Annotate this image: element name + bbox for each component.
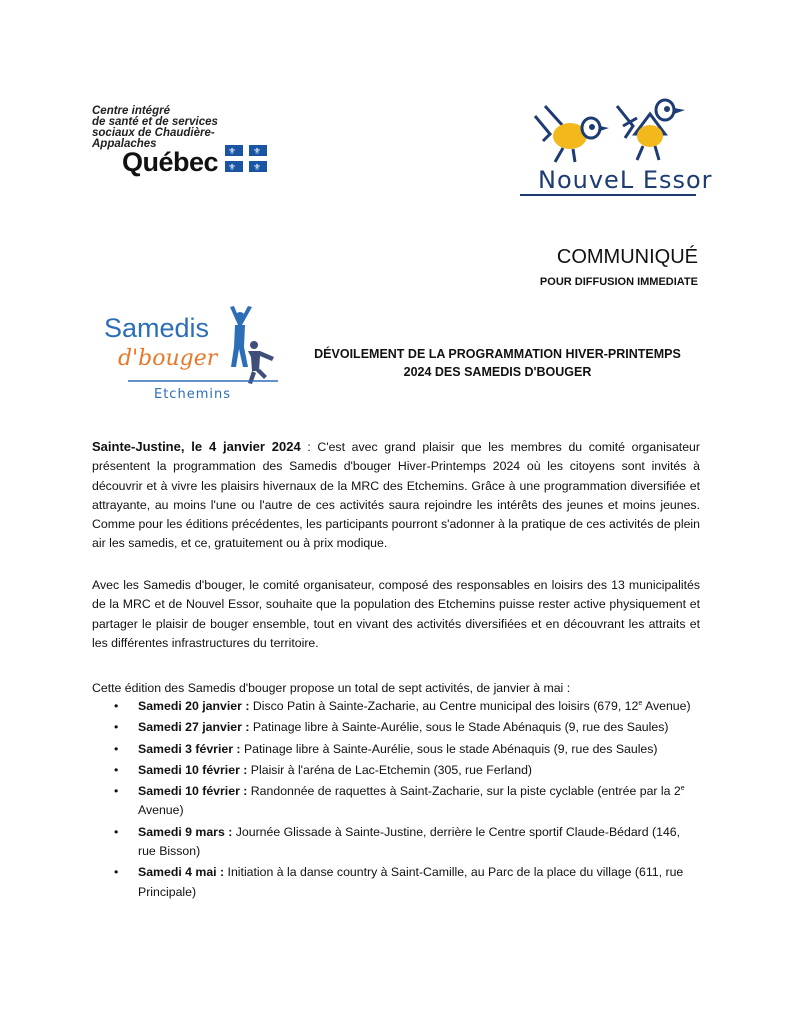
list-intro-paragraph: Cette édition des Samedis d'bouger propose un total de sept activités, de janvier à mai :: [92, 681, 571, 695]
quebec-wordmark: Québec: [122, 147, 219, 177]
svg-text:⚜: ⚜: [253, 163, 262, 172]
cisss-line: Appalaches: [92, 138, 157, 150]
cisss-logo-text: [92, 106, 242, 150]
activity-sup: e: [680, 785, 685, 793]
activity-date: Samedi 4 mai :: [138, 865, 225, 880]
list-item: [92, 718, 700, 737]
headline-line-1: DÉVOILEMENT DE LA PROGRAMMATION HIVER-PRINTEMPS: [314, 347, 681, 361]
nouvel-essor-wordmark: NouveL Essor: [538, 166, 713, 194]
headline-line-2: 2024 DES SAMEDIS D'BOUGER: [403, 365, 592, 379]
activity-text: Initiation à la danse country à Saint-Camille, au Parc de la place du village (611, rue Principale): [138, 865, 684, 899]
cisss-line: Centre intégré: [92, 105, 170, 117]
list-item: [92, 761, 700, 780]
press-release-headline: [295, 345, 700, 381]
activity-sup: e: [638, 699, 643, 707]
list-item: [92, 823, 700, 862]
intro-text: : C'est avec grand plaisir que les membres du comité organisateur présentent la programmation des Samedis d'bouger Hiver-Printemps 2024 où les citoyens sont invités à découvrir et à vivre les plaisirs hivernaux de la MRC des Etchemins. Grâce à une programmation diversifiée et attrayante, au moins l'une ou l'autre de ces activités saura rejoindre les intérêts des jeunes et moins jeunes. Comme pour les éditions précédentes, les participants pourront s'adonner à la pratique de ces activités de plein air les samedis, et ce, gratuitement ou à prix modique.: [92, 440, 700, 551]
list-item: [92, 782, 700, 821]
activity-text: Plaisir à l'aréna de Lac-Etchemin (305, rue Ferland): [247, 762, 533, 777]
communique-title: COMMUNIQUÉ: [556, 246, 698, 268]
objective-paragraph: Avec les Samedis d'bouger, le comité organisateur, composé des responsables en loisirs des 13 municipalités de la MRC et de Nouvel Essor, souhaite que la population des Etchemins puisse rester active physiquement et partager le plaisir de bouger ensemble, tout en vivant des activités diversifiées et en découvrant les attraits et les différentes infrastructures du territoire.: [92, 578, 700, 650]
kicking-person-icon: [248, 341, 274, 384]
nouvel-essor-underline: [520, 194, 696, 196]
quebec-flag-icon: [225, 145, 267, 172]
bouger-word: d'bouger: [118, 346, 218, 371]
activity-date: Samedi 10 février :: [138, 762, 248, 777]
list-item: [92, 697, 700, 716]
jumping-person-icon: [230, 306, 252, 367]
svg-text:⚜: ⚜: [228, 147, 237, 157]
list-item: [92, 740, 700, 759]
nouvel-essor-birds-icon: [525, 96, 690, 166]
samedis-dbouger-logo: [102, 305, 282, 403]
activity-text: Journée Glissade à Sainte-Justine, derrière le Centre sportif Claude-Bédard (146, rue Bisson): [138, 824, 681, 859]
activity-date: Samedi 9 mars :: [138, 824, 233, 839]
svg-text:⚜: ⚜: [253, 147, 262, 157]
bullet-icon: •: [114, 824, 119, 839]
activity-date: Samedi 3 février :: [138, 741, 241, 756]
etchemins-word: Etchemins: [154, 387, 231, 402]
intro-paragraph: [92, 437, 700, 554]
activity-tail: Avenue): [642, 699, 691, 713]
svg-text:⚜: ⚜: [228, 163, 237, 172]
activity-text: Randonnée de raquettes à Saint-Zacharie, sur la piste cyclable (entrée par la 2: [247, 784, 681, 799]
bullet-icon: •: [114, 762, 119, 777]
list-item: [92, 863, 700, 902]
dateline: Sainte-Justine, le 4 janvier 2024: [92, 439, 301, 454]
bullet-icon: •: [114, 784, 119, 799]
activity-date: Samedi 20 janvier :: [138, 699, 250, 713]
cisss-line: de santé et de services: [92, 116, 218, 128]
activity-date: Samedi 10 février :: [138, 784, 248, 799]
communique-subtitle: POUR DIFFUSION IMMEDIATE: [539, 276, 698, 288]
bullet-icon: •: [114, 741, 119, 756]
activity-text: Disco Patin à Sainte-Zacharie, au Centre municipal des loisirs (679, 12: [249, 699, 639, 713]
samedis-word: Samedis: [104, 313, 210, 343]
activity-text: Patinage libre à Sainte-Aurélie, sous le Stade Abénaquis (9, rue des Saules): [249, 720, 669, 735]
cisss-line: sociaux de Chaudière-: [92, 127, 215, 139]
bullet-icon: •: [114, 865, 119, 880]
activity-text: Patinage libre à Sainte-Aurélie, sous le stade Abénaquis (9, rue des Saules): [240, 741, 658, 756]
activities-list: [92, 697, 700, 904]
activity-tail: Avenue): [138, 803, 184, 818]
bullet-icon: •: [114, 699, 119, 713]
bullet-icon: •: [114, 720, 119, 735]
activity-date: Samedi 27 janvier :: [138, 720, 250, 735]
